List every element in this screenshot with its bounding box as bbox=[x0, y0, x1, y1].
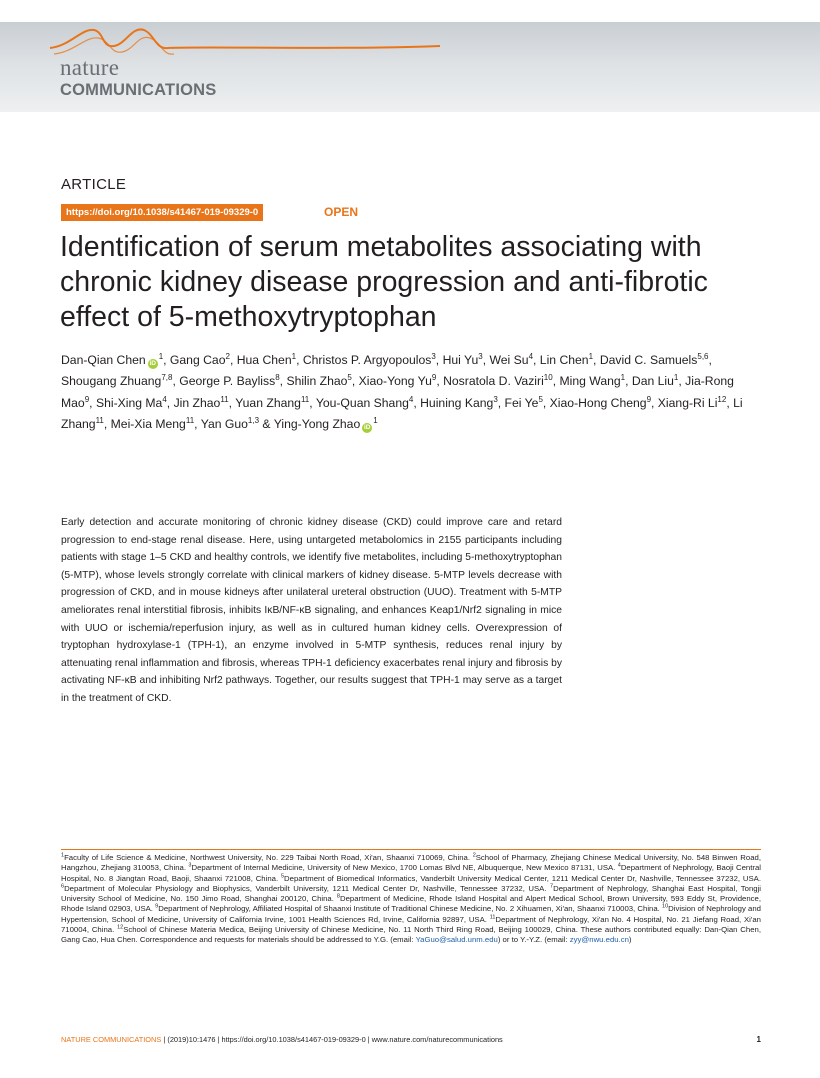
author-entry bbox=[559, 374, 625, 388]
author-affiliation-ref: 11 bbox=[185, 415, 195, 425]
author-name[interactable]: Dan Liu bbox=[631, 374, 674, 389]
correspondence-text: ) or to Y.-Y.Z. (email: bbox=[497, 935, 570, 945]
author-name[interactable]: Mei-Xia Meng bbox=[110, 416, 186, 431]
author-affiliation-ref: 3 bbox=[431, 351, 436, 361]
page-footer bbox=[61, 1035, 761, 1044]
logo-communications-word: COMMUNICATIONS bbox=[60, 81, 217, 99]
affiliations-block bbox=[61, 853, 761, 946]
author-affiliation-ref: 4 bbox=[528, 351, 534, 361]
author-name[interactable]: George P. Bayliss bbox=[179, 374, 276, 389]
author-affiliation-ref: 3 bbox=[478, 351, 483, 361]
author-name[interactable]: Hua Chen bbox=[236, 353, 292, 367]
affiliation-number: 9 bbox=[155, 903, 159, 910]
author-name[interactable]: Ming Wang bbox=[559, 374, 621, 389]
affiliation-text: School of Pharmacy, Zhejiang Chinese Medical University, No. 548 Binwen Road, Hangzhou, Zhejiang 310053, China. bbox=[61, 853, 761, 873]
affiliation-text: Department of Nephrology, Affiliated Hospital of Shaanxi Institute of Traditional Chinese Medicine, No. 2 Xihuamen, Xi'an, Shaanxi 710003, China. bbox=[158, 904, 663, 914]
author-name[interactable]: Xiang-Ri Li bbox=[657, 395, 718, 410]
author-affiliation-ref: 1 bbox=[158, 351, 164, 361]
affiliation-number: 5 bbox=[280, 873, 285, 880]
affiliation-text: School of Chinese Materia Medica, Beijing University of Chinese Medicine, No. 11 North Third Ring Road, Beijing 100029, China. bbox=[123, 925, 581, 935]
email-link-zhao[interactable]: zyy@nwu.edu.cn bbox=[569, 935, 629, 945]
author-entry bbox=[303, 353, 436, 367]
author-entry bbox=[237, 353, 296, 367]
author-entry bbox=[61, 374, 172, 388]
author-affiliation-ref: 8 bbox=[275, 373, 280, 383]
affiliations-divider bbox=[61, 849, 761, 850]
author-affiliation-ref: 9 bbox=[84, 394, 90, 404]
author-name[interactable]: Yuan Zhang bbox=[235, 395, 301, 410]
author-list: Dan-Qian Chen $iD^1$, Gang Cao$^2$, Hua Chen$^1$, Christos P. Argyopoulos$^3$, Hui Yu$^3$, Wei Su$^4$, Lin Chen$^1$, David C. Samuels$^{5,6}$, Shougang Zhuang$^{7,8}$, George P. Bayliss$^8$, Shilin Zhao$^5$, Xiao-Yong Yu$^9$, Nosratola D. Vaziri$^{10}$, Ming Wang$^1$, Dan Liu$^1$, Jia-Rong Mao$^9$, Shi-Xing Ma$^4$, Jin Zhao$^{11}$, Yuan Zhang$^{11}$, You-Quan Shang$^4$, Huining Kang$^3$, Fei Ye$^5$, Xiao-Hong Cheng$^9$, Xiang-Ri Li$^{12}$, Li Zhang$^{11}$, Mei-Xia Meng$^{11}$, Yan Guo$^{1,3}$ & Ying-Yong Zhao $iD^1$ bbox=[61, 351, 743, 431]
author-entry bbox=[111, 417, 195, 431]
affiliation-number: 3 bbox=[188, 862, 192, 869]
author-name[interactable]: Shilin Zhao bbox=[286, 374, 348, 389]
page-number: 1 bbox=[756, 1035, 761, 1044]
author-affiliation-ref: 12 bbox=[717, 394, 727, 404]
affiliation-text: Department of Medicine, Rhode Island Hospital and Alpert Medical School, Brown University, 593 Eddy St, Providence, Rhode Island 02903, USA. bbox=[61, 894, 761, 914]
author-affiliation-ref: 11 bbox=[300, 394, 310, 404]
affiliation-text: Department of Biomedical Informatics, Vanderbilt University Medical Center, 1211 Medical Center Dr, Nashville, Tennessee 37232, USA. bbox=[284, 873, 761, 883]
author-name[interactable]: Ying-Yong Zhao bbox=[273, 416, 361, 431]
footer-journal-name: NATURE COMMUNICATIONS bbox=[61, 1035, 162, 1044]
author-entry bbox=[658, 396, 727, 410]
article-title: Identification of serum metabolites associating with chronic kidney disease progression and anti-fibrotic effect of 5-methoxytryptophan bbox=[60, 231, 708, 333]
correspondence-text: ) bbox=[628, 935, 632, 945]
author-affiliation-ref: 9 bbox=[431, 373, 437, 383]
logo-nature-word: nature bbox=[60, 55, 120, 80]
author-name[interactable]: Christos P. Argyopoulos bbox=[302, 353, 432, 367]
affiliation-text: Department of Internal Medicine, University of New Mexico, 1700 Lomas Blvd NE, Albuquerque, New Mexico 87131, USA. bbox=[191, 863, 618, 873]
author-affiliation-ref: 10 bbox=[543, 373, 553, 383]
affiliation-text: Faculty of Life Science & Medicine, Northwest University, No. 229 Taibai North Road, Xi'an, Shaanxi 710069, China. bbox=[64, 853, 473, 862]
author-affiliation-ref: 3 bbox=[493, 394, 498, 404]
author-affiliation-ref: 1 bbox=[373, 415, 378, 425]
affiliation-number: 11 bbox=[489, 914, 496, 921]
author-name[interactable]: Hui Yu bbox=[442, 353, 479, 367]
author-name[interactable]: David C. Samuels bbox=[599, 353, 698, 367]
affiliation-text: Department of Nephrology, Shanghai East Hospital, Tongji University School of Medicine, No. 150 Jimo Road, Shanghai 200120, China. bbox=[61, 883, 762, 904]
author-entry bbox=[490, 353, 534, 367]
affiliation-number: 4 bbox=[617, 862, 621, 869]
author-name[interactable]: Huining Kang bbox=[420, 395, 494, 410]
affiliation-text: Department of Molecular Physiology and Biophysics, Vanderbilt University, 1211 Medical Center Dr, Nashville, Tennessee 37232, USA. bbox=[64, 883, 551, 893]
article-type-label: ARTICLE bbox=[61, 176, 127, 193]
author-affiliation-ref: 4 bbox=[408, 394, 414, 404]
author-entry bbox=[540, 353, 593, 367]
author-name[interactable]: Xiao-Hong Cheng bbox=[549, 395, 647, 410]
author-entry bbox=[359, 374, 437, 388]
author-entry bbox=[274, 417, 378, 431]
author-name[interactable]: Jin Zhao bbox=[173, 395, 221, 410]
author-entry bbox=[179, 374, 279, 388]
author-affiliation-ref: 1 bbox=[673, 373, 679, 383]
author-entry bbox=[443, 353, 483, 367]
journal-logo[interactable] bbox=[40, 20, 460, 105]
author-name[interactable]: Li Zhang bbox=[61, 395, 743, 431]
author-affiliation-ref: 1,3 bbox=[247, 415, 260, 425]
author-affiliation-ref: 5 bbox=[538, 394, 543, 404]
author-affiliation-ref: 5 bbox=[347, 373, 352, 383]
affiliation-number: 12 bbox=[117, 924, 124, 931]
author-affiliation-ref: 5,6 bbox=[697, 351, 709, 361]
orcid-icon[interactable]: iD bbox=[364, 423, 371, 431]
author-name[interactable]: Xiao-Yong Yu bbox=[358, 374, 432, 389]
footer-citation: | (2019)10:1476 | https://doi.org/10.1038/s41467-019-09329-0 | www.nature.com/naturecommunications bbox=[161, 1035, 503, 1044]
author-name[interactable]: Gang Cao bbox=[169, 353, 226, 367]
author-name[interactable]: Shi-Xing Ma bbox=[95, 395, 163, 410]
author-entry bbox=[96, 396, 167, 410]
author-entry bbox=[170, 353, 230, 367]
affiliation-text: Department of Nephrology, Xi'an No. 4 Hospital, No. 21 Jiefang Road, Xi'an 710004, China. bbox=[61, 914, 761, 935]
affiliation-text: Division of Nephrology and Hypertension, School of Medicine, University of California Irvine, 1001 Health Sciences Rd, Irvine, California 92897, USA. bbox=[61, 904, 761, 924]
author-affiliation-ref: 11 bbox=[95, 415, 104, 425]
author-entry bbox=[443, 374, 553, 388]
affiliation-number: 8 bbox=[336, 893, 340, 900]
author-affiliation-ref: 7,8 bbox=[161, 373, 173, 383]
doi-link-badge[interactable]: https://doi.org/10.1038/s41467-019-09329-0 bbox=[61, 204, 263, 221]
author-name[interactable]: Wei Su bbox=[489, 353, 529, 367]
author-name[interactable]: Dan-Qian Chen bbox=[61, 353, 146, 367]
author-name[interactable]: Lin Chen bbox=[539, 353, 589, 367]
author-entry bbox=[632, 374, 678, 388]
author-entry bbox=[420, 396, 498, 410]
author-entry bbox=[61, 353, 163, 367]
author-entry bbox=[316, 396, 414, 410]
author-name[interactable]: Jia-Rong Mao bbox=[61, 374, 734, 410]
author-affiliation-ref: 1 bbox=[588, 351, 594, 361]
author-entry bbox=[235, 396, 309, 410]
equal-contribution-note: These authors contributed equally: Dan-Qian Chen, Gang Cao, Hua Chen. bbox=[61, 925, 761, 945]
author-affiliation-ref: 2 bbox=[225, 351, 230, 361]
author-name[interactable]: Shougang Zhuang bbox=[61, 374, 162, 389]
author-entry bbox=[286, 374, 351, 388]
author-entry bbox=[550, 396, 651, 410]
affiliation-text: Department of Nephrology, Baoji Central Hospital, No. 8 Jiangtan Road, Baoji, Shaanxi 721008, China. bbox=[61, 863, 761, 883]
author-entry bbox=[174, 396, 229, 410]
correspondence-text: Correspondence and requests for materials should be addressed to Y.G. (email: bbox=[139, 935, 416, 945]
affiliation-number: 1 bbox=[61, 852, 65, 859]
author-name[interactable]: Yan Guo bbox=[200, 416, 248, 431]
author-affiliation-ref: 9 bbox=[646, 394, 652, 404]
author-entry bbox=[505, 396, 543, 410]
author-entry bbox=[201, 417, 259, 431]
author-entry bbox=[600, 353, 709, 367]
author-affiliation-ref: 1 bbox=[291, 351, 297, 361]
author-affiliation-ref: 4 bbox=[162, 394, 167, 404]
author-affiliation-ref: 11 bbox=[220, 394, 229, 404]
affiliation-number: 2 bbox=[472, 852, 476, 859]
author-name[interactable]: Nosratola D. Vaziri bbox=[443, 374, 544, 389]
author-name[interactable]: You-Quan Shang bbox=[315, 395, 409, 410]
open-access-label: OPEN bbox=[324, 205, 359, 219]
email-link-guo[interactable]: YaGuo@salud.unm.edu bbox=[415, 935, 498, 945]
author-affiliation-ref: 1 bbox=[620, 373, 626, 383]
abstract-text: Early detection and accurate monitoring of chronic kidney disease (CKD) could improve care and retard progression to end-stage renal disease. Here, using untargeted metabolomics in 2155 participants including patients with stage 1–5 CKD and healthy controls, we identify five metabolites, including 5-methoxytryptophan (5-MTP), whose levels strongly correlate with clinical markers of kidney disease. 5-MTP levels decrease with progression of CKD, and in mouse kidneys after unilateral ureteral obstruction (UUO). Treatment with 5-MTP ameliorates renal interstitial fibrosis, inhibits IκB/NF-κB signaling, and enhances Keap1/Nrf2 signaling in mice with UUO or ischemia/reperfusion injury, as well as in cultured human kidney cells. Overexpression of tryptophan hydroxylase-1 (TPH-1), an enzyme involved in 5-MTP synthesis, reduces renal injury by attenuating renal inflammation and fibrosis, whereas TPH-1 deficiency exacerbates renal injury and fibrosis by activating NF-κB and inhibiting Nrf2 pathways. Together, our results suggest that TPH-1 may serve as a target in the treatment of CKD. bbox=[61, 517, 562, 704]
affiliation-number: 10 bbox=[662, 903, 669, 910]
affiliation-number: 7 bbox=[550, 883, 554, 890]
affiliation-number: 6 bbox=[61, 883, 65, 890]
orcid-icon[interactable]: iD bbox=[149, 360, 156, 367]
author-name[interactable]: Fei Ye bbox=[504, 395, 539, 410]
